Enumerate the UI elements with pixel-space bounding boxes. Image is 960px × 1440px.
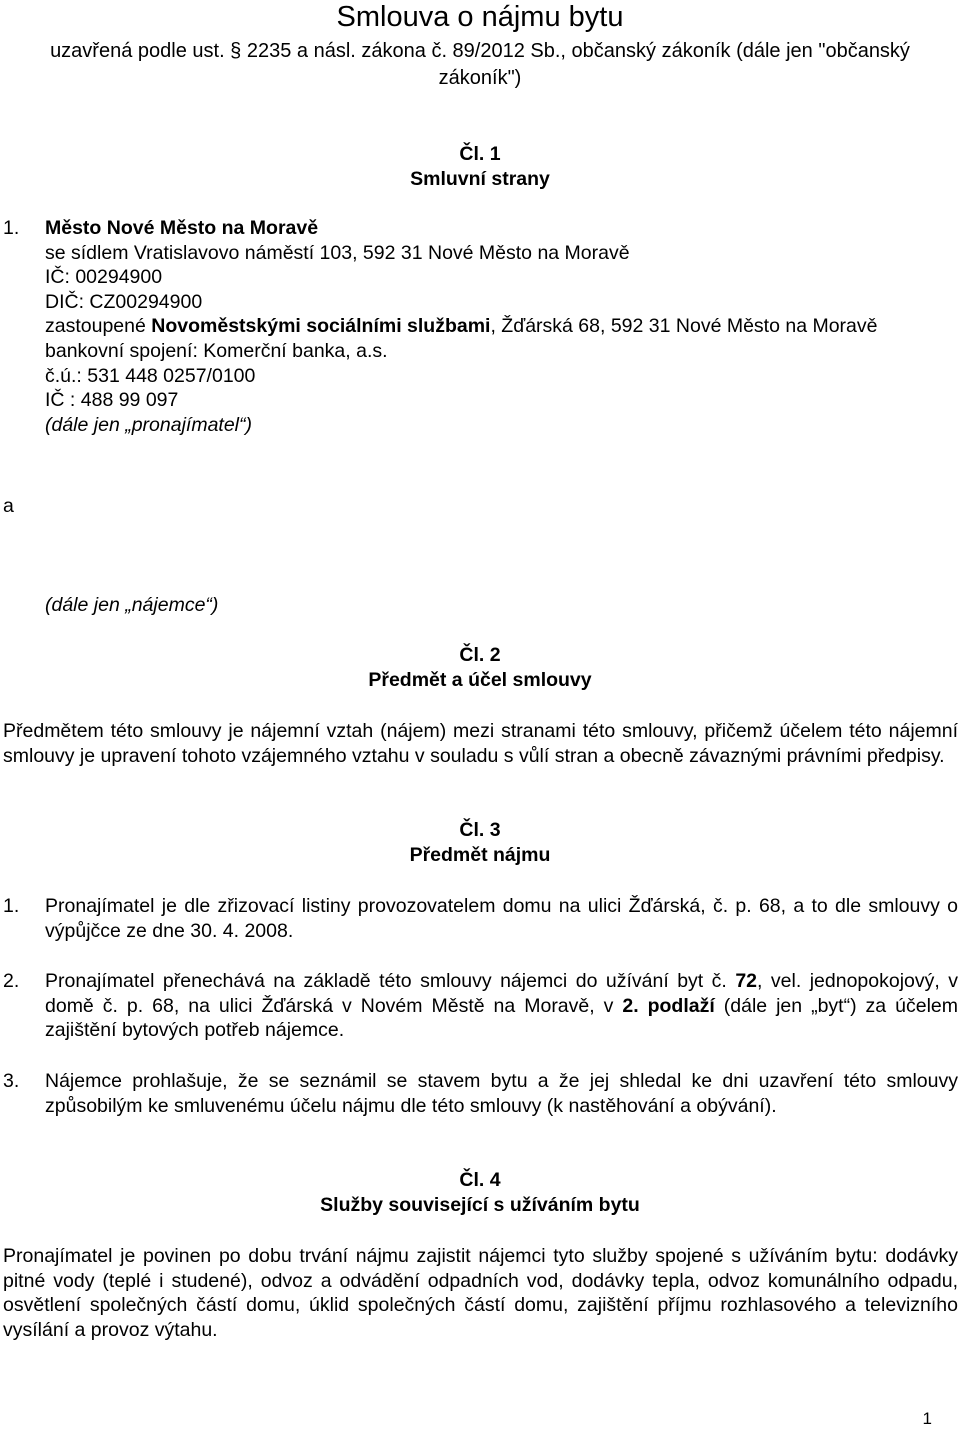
article-3-heading [0,818,960,868]
article-4-number: Čl. 4 [459,1169,501,1191]
article-4-title: Služby související s užíváním bytu [320,1194,640,1216]
article-3-item-2-text [45,969,958,1043]
party-1-ic2: IČ : 488 99 097 [45,389,179,412]
represented-by: Novoměstskými sociálními službami [151,315,491,338]
article-3-item-1-number: 1. [3,895,20,917]
represented-prefix: zastoupené [45,315,152,338]
article-2-text: Předmětem této smlouvy je nájemní vztah (nájem) mezi stranami této smlouvy, přičemž účelem této nájemní smlouvy je upravení tohoto vzájemného vztahu v souladu s vůlí stran a obecně závaznými právními předpisy. [3,720,958,767]
article-2-title: Předmět a účel smlouvy [368,669,592,691]
article-4-heading [0,1168,960,1218]
article-1-number: Čl. 1 [459,143,501,165]
tenant-alias: (dále jen „nájemce“) [45,594,219,616]
article-3-item-2-number: 2. [3,970,20,992]
article-2-heading [0,643,960,693]
party-1-name: Město Nové Město na Moravě [45,217,319,239]
article-3-item-3-text: Nájemce prohlašuje, že se seznámil se stavem bytu a že jej shledal ke dni uzavření této smlouvy způsobilým ke smluvenému účelu nájmu dle této smlouvy (k nastěhování a obývání). [45,1070,958,1117]
item-2-part-2: , vel. jednopokojový, v domě č. p. 68, na ulici Žďárská v Novém Městě na Moravě, v [45,970,958,1017]
article-3-title: Předmět nájmu [409,844,551,866]
floor: 2. podlaží [622,994,715,1017]
party-1-dic: DIČ: CZ00294900 [45,290,203,313]
subtitle-line-1: uzavřená podle ust. § 2235 a násl. zákona č. 89/2012 Sb., občanský zákoník (dále jen "občanský [50,40,910,62]
article-3-item-3-number: 3. [3,1070,20,1092]
item-2-part-1: Pronajímatel přenechává na základě této smlouvy nájemci do užívání byt č. [45,970,736,992]
party-1-bank: bankovní spojení: Komerční banka, a.s. [45,339,388,362]
article-1-title: Smluvní strany [410,168,550,190]
party-1-block [45,216,957,437]
flat-number: 72 [735,970,758,992]
document-title: Smlouva o nájmu bytu [336,1,624,33]
party-1-number: 1. [3,217,20,239]
represented-suffix: , Žďárská 68, 592 31 Nové Město na Moravě [490,315,878,338]
article-1-heading [0,142,960,192]
party-1-ic: IČ: 00294900 [45,266,163,289]
item-2-part-3: (dále jen „byt“) za účelem zajištění bytových potřeb nájemce. [45,994,958,1042]
subtitle-line-2: zákoník") [438,67,522,89]
article-3-number: Čl. 3 [459,819,501,841]
party-1-seat: se sídlem Vratislavovo náměstí 103, 592 31 Nové Město na Moravě [45,241,630,264]
conjunction: a [3,495,14,517]
party-1-account: č.ú.: 531 448 0257/0100 [45,364,256,387]
party-1-alias: (dále jen „pronajímatel“) [45,413,253,436]
article-4-text: Pronajímatel je povinen po dobu trvání nájmu zajistit nájemci tyto služby spojené s užíváním bytu: dodávky pitné vody (teplé i studené), odvoz a odvádění odpadních vod, dodávky tepla, odvoz komunálního odpadu, osvětlení společných částí domu, úklid společných částí domu, zajištění příjmu rozhlasového a televizního vysílání a provoz výtahu. [3,1245,958,1341]
page-number: 1 [922,1409,932,1428]
article-2-number: Čl. 2 [459,644,501,666]
document-subtitle [0,38,960,92]
article-3-item-1-text: Pronajímatel je dle zřizovací listiny provozovatelem domu na ulici Žďárská, č. p. 68, a to dle smlouvy o výpůjčce ze dne 30. 4. 2008. [45,895,958,942]
party-1-representation [45,314,957,339]
